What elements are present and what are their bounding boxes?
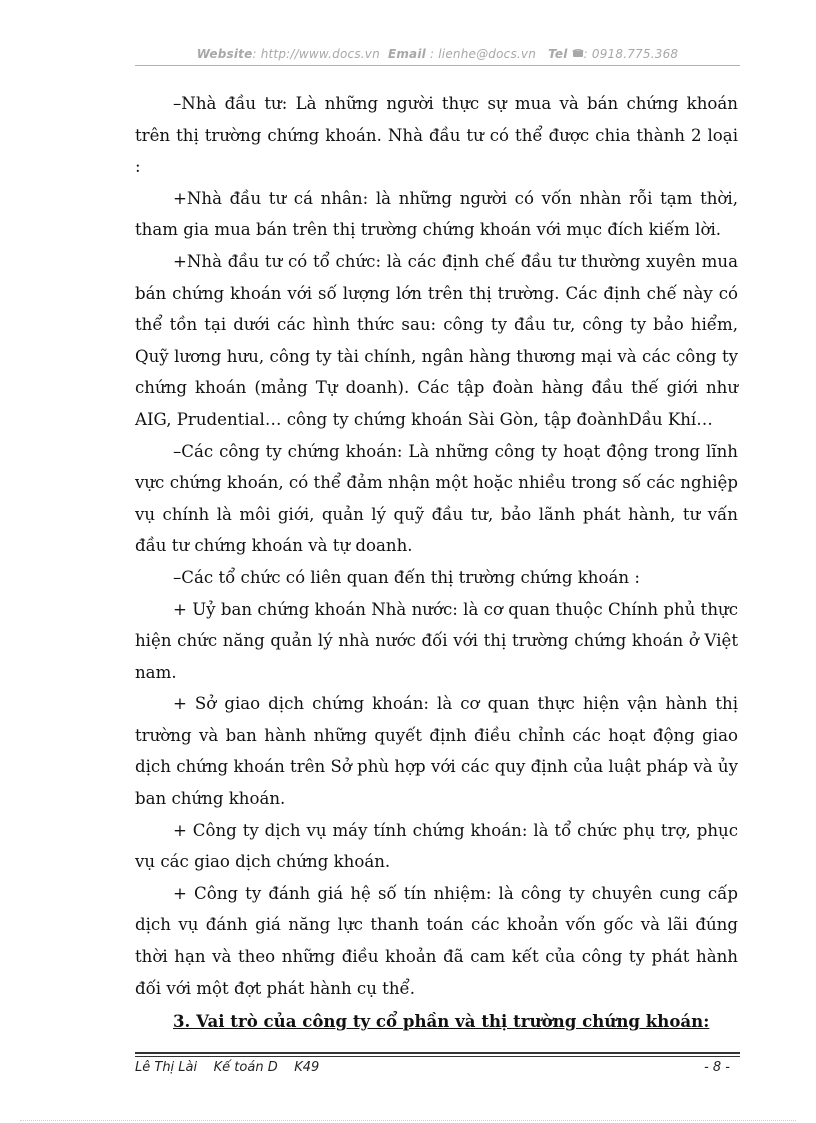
email-label: Email bbox=[387, 47, 426, 61]
tel-label: Tel bbox=[548, 47, 568, 61]
footer-divider-thin bbox=[135, 1056, 740, 1057]
page-footer bbox=[135, 1058, 740, 1078]
paragraph: + Uỷ ban chứng khoán Nhà nước: là cơ quan thuộc Chính phủ thực hiện chức năng quản lý nhà nước đối với thị trường chứng khoán ở Việt nam. bbox=[135, 599, 738, 682]
tel-value: : 0918.775.368 bbox=[583, 47, 679, 61]
paragraph: + Sở giao dịch chứng khoán: là cơ quan thực hiện vận hành thị trường và ban hành những quyết định điều chỉnh các hoạt động giao dịch chứng khoán trên Sở phù hợp với các quy định của luật pháp và ủy ban chứng khoán. bbox=[135, 694, 738, 809]
page-number: - 8 - bbox=[704, 1060, 730, 1075]
phone-icon bbox=[572, 47, 584, 61]
paragraph: +Nhà đầu tư cá nhân: là những người có vốn nhàn rỗi tạm thời, tham gia mua bán trên thị trường chứng khoán với mục đích kiếm lời. bbox=[135, 188, 738, 240]
paragraph: –Các công ty chứng khoán: Là những công ty hoạt động trong lĩnh vực chứng khoán, có thể đảm nhận một hoặc nhiều trong số các nghiệp vụ chính là môi giới, quản lý quỹ đầu tư, bảo lãnh phát hành, tư vấn đầu tư chứng khoán và tự doanh. bbox=[135, 441, 738, 556]
footer-divider bbox=[135, 1052, 740, 1054]
email-value[interactable]: : lienhe@docs.vn bbox=[430, 47, 537, 61]
footer-author: Lê Thị Lài Kế toán D K49 bbox=[135, 1060, 320, 1075]
paragraph: + Công ty đánh giá hệ số tín nhiệm: là công ty chuyên cung cấp dịch vụ đánh giá năng lực thanh toán các khoản vốn gốc và lãi đúng thời hạn và theo những điều khoản đã cam kết của công ty phát hành đối với một đợt phát hành cụ thể. bbox=[135, 883, 738, 998]
website-label: Website bbox=[196, 47, 253, 61]
page-header bbox=[135, 47, 740, 61]
paragraph: –Nhà đầu tư: Là những người thực sự mua và bán chứng khoán trên thị trường chứng khoán. Nhà đầu tư có thể được chia thành 2 loại : bbox=[135, 94, 738, 177]
page-edge bbox=[20, 1120, 796, 1121]
section-heading: 3. Vai trò của công ty cổ phần và thị trường chứng khoán: bbox=[173, 1011, 710, 1032]
header-divider bbox=[135, 65, 740, 66]
paragraph: +Nhà đầu tư có tổ chức: là các định chế đầu tư thường xuyên mua bán chứng khoán với số lượng lớn trên thị trường. Các định chế này có thể tồn tại dưới các hình thức sau: công ty đầu tư, công ty bảo hiểm, Quỹ lương hưu, công ty tài chính, ngân hàng thương mại và các công ty chứng khoán (mảng Tự doanh). Các tập đoàn hàng đầu thế giới như AIG, Prudential… công ty chứng khoán Sài Gòn, tập đoànhDầu Khí… bbox=[135, 251, 738, 429]
paragraph: –Các tổ chức có liên quan đến thị trường chứng khoán : bbox=[173, 567, 640, 587]
paragraph: + Công ty dịch vụ máy tính chứng khoán: là tổ chức phụ trợ, phục vụ các giao dịch chứng khoán. bbox=[135, 820, 738, 872]
website-value[interactable]: : http://www.docs.vn bbox=[252, 47, 380, 61]
document-body bbox=[135, 88, 738, 1038]
